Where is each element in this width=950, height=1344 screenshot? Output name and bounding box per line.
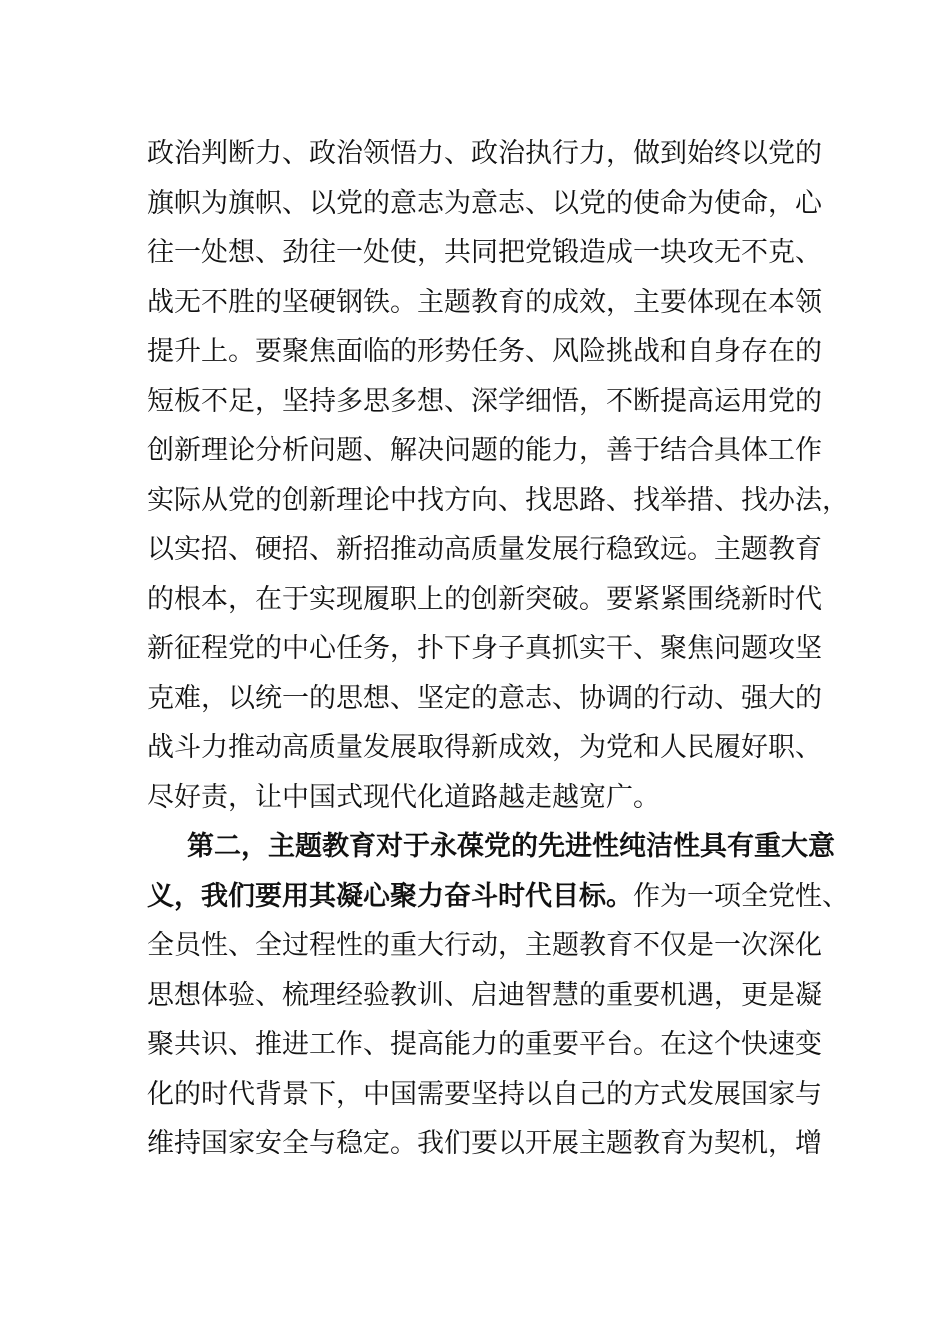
section-heading-line: 第二，主题教育对于永葆党的先进性纯洁性具有重大意 [187,831,835,862]
text-line: 创新理论分析问题、解决问题的能力，善于结合具体工作 [147,435,822,466]
text-line: 政治判断力、政治领悟力、政治执行力，做到始终以党的 [147,138,822,169]
text-line: 战斗力推动高质量发展取得新成效，为党和人民履好职、 [147,732,822,763]
text-line: 克难，以统一的思想、坚定的意志、协调的行动、强大的 [147,682,822,714]
text-line: 全员性、全过程性的重大行动，主题教育不仅是一次深化 [147,930,822,961]
text-line: 思想体验、梳理经验教训、启迪智慧的重要机遇，更是凝 [147,979,822,1011]
text-line [147,872,849,922]
text-line: 新征程党的中心任务，扑下身子真抓实干、聚焦问题攻坚 [147,633,822,664]
text-line: 维持国家安全与稳定。我们要以开展主题教育为契机，增 [147,1128,822,1159]
section-heading-tail: 义，我们要用其凝心聚力奋斗时代目标。 [147,880,633,912]
text-line: 以实招、硬招、新招推动高质量发展行稳致远。主题教育 [147,534,822,565]
document-body [147,129,849,1169]
text-line: 化的时代背景下，中国需要坚持以自己的方式发展国家与 [147,1078,822,1110]
paragraph-2 [147,822,849,1169]
text-line: 往一处想、劲往一处使，共同把党锻造成一块攻无不克、 [147,237,822,268]
text-line: 旗帜为旗帜、以党的意志为意志、以党的使命为使命，心 [147,187,822,219]
text-line: 提升上。要聚焦面临的形势任务、风险挑战和自身存在的 [147,336,822,367]
paragraph-1 [147,129,849,822]
text-line: 战无不胜的坚硬钢铁。主题教育的成效，主要体现在本领 [147,286,822,318]
text-line: 短板不足，坚持多思多想、深学细悟，不断提高运用党的 [147,385,822,417]
text-line: 实际从党的创新理论中找方向、找思路、找举措、找办法， [147,484,849,516]
text-line: 聚共识、推进工作、提高能力的重要平台。在这个快速变 [147,1029,822,1060]
text-run: 作为一项全党性、 [633,880,849,912]
text-line: 尽好责，让中国式现代化道路越走越宽广。 [147,781,660,813]
text-line: 的根本，在于实现履职上的创新突破。要紧紧围绕新时代 [147,583,822,615]
